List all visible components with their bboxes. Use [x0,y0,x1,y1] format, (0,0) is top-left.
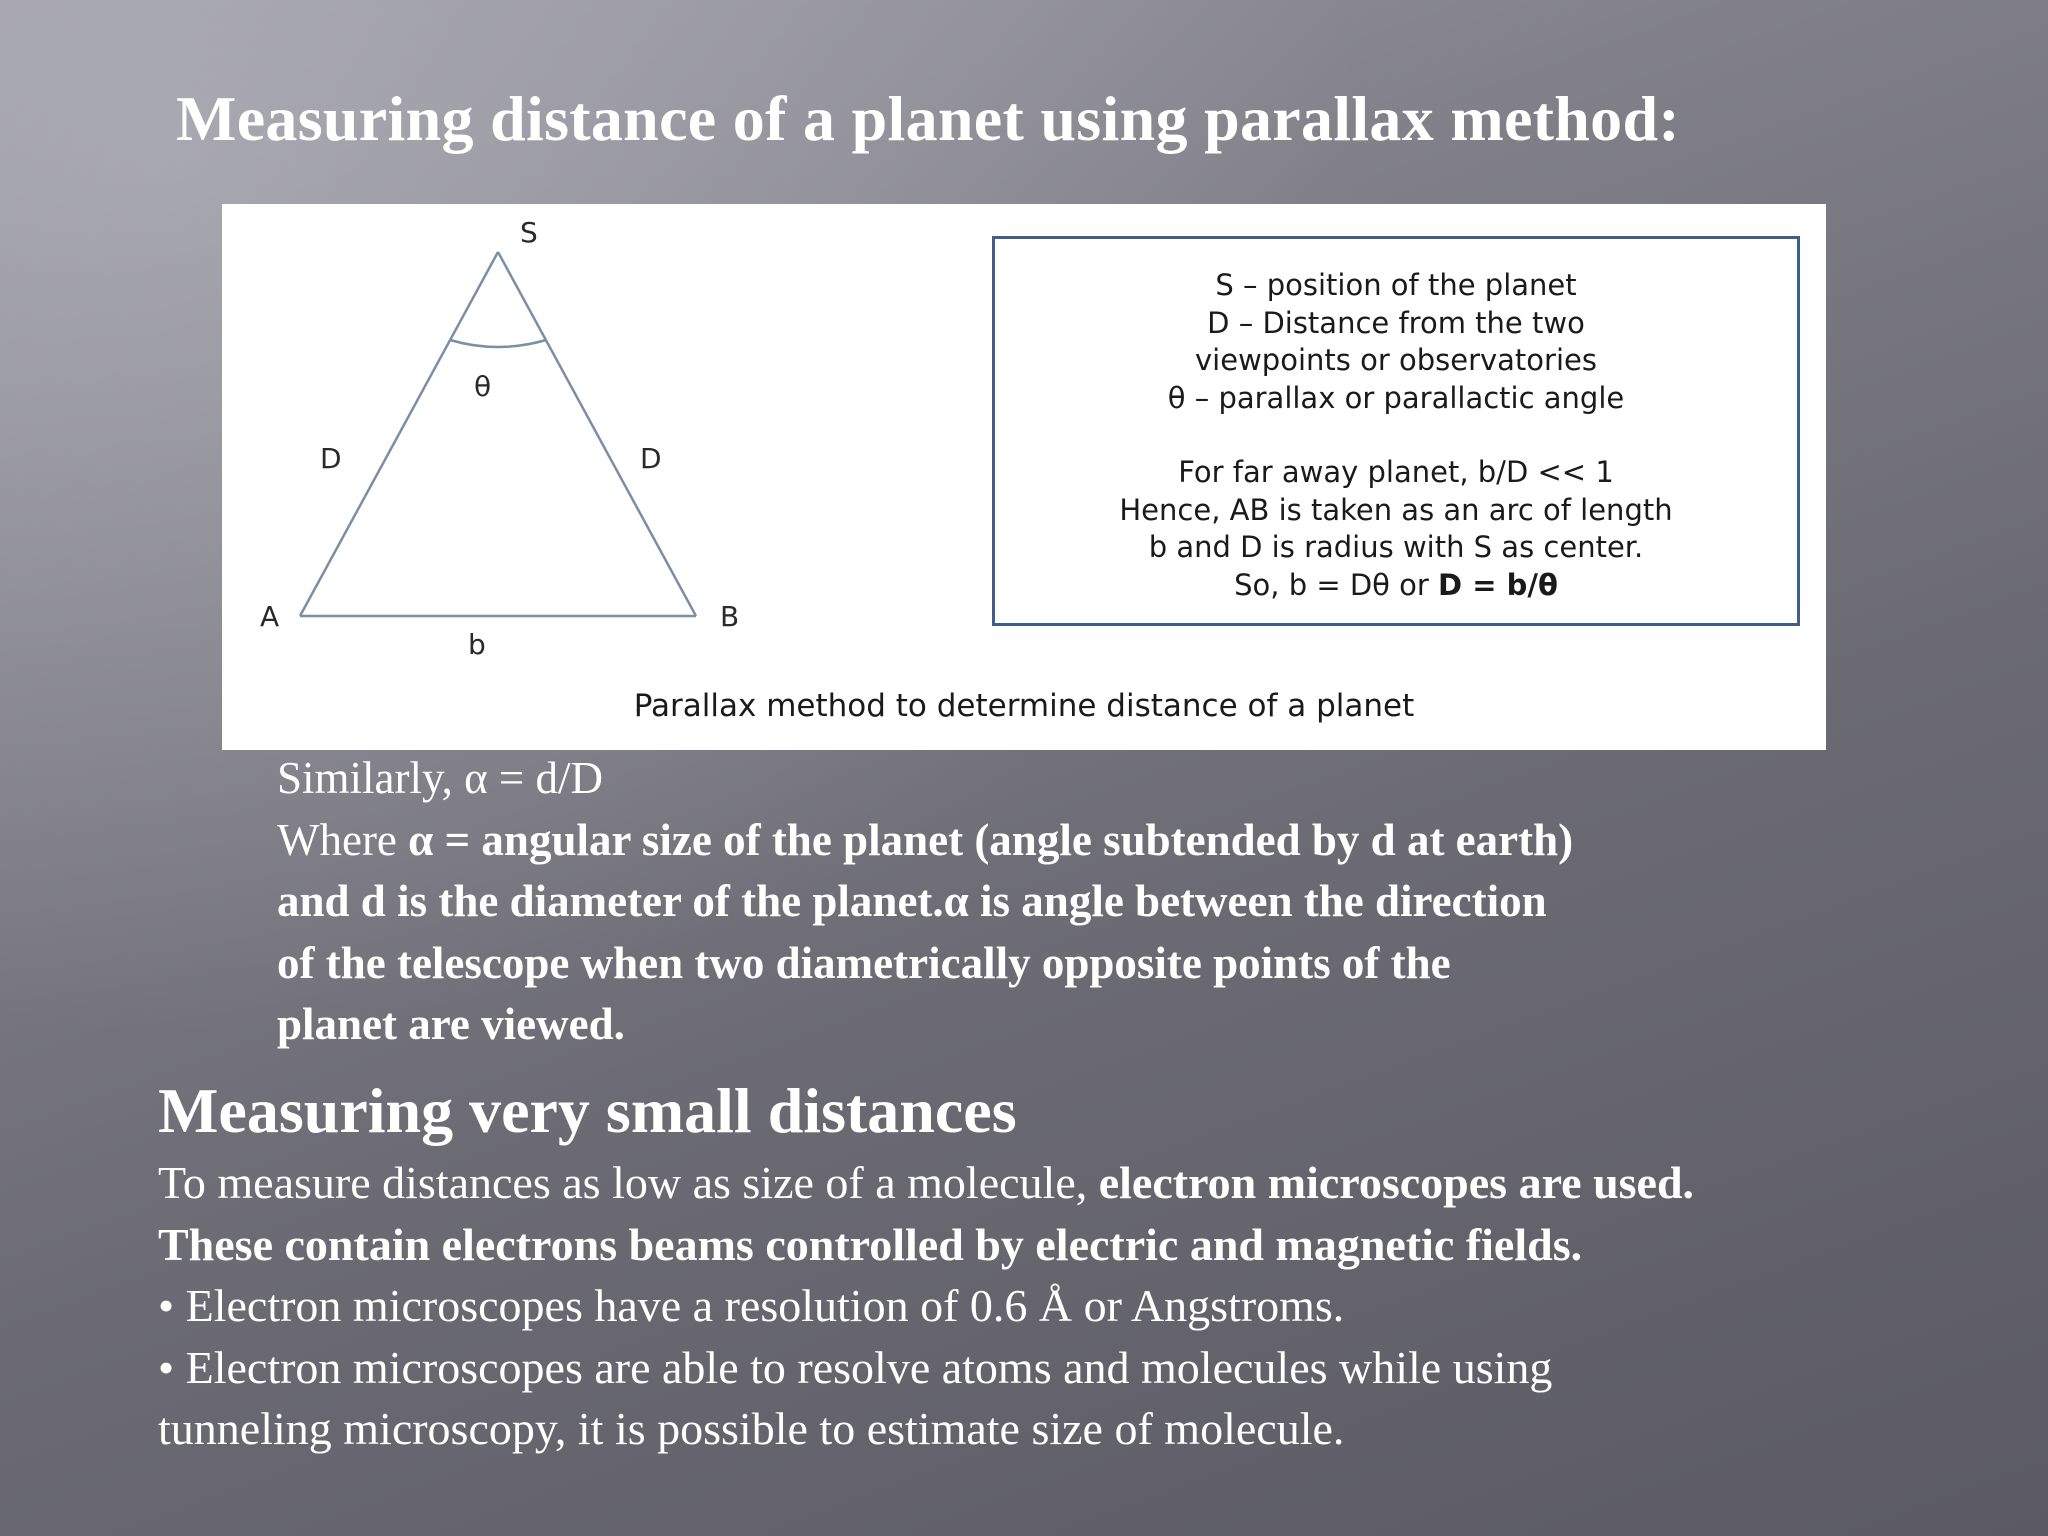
para-prefix: Where [277,814,409,865]
legend-line: θ – parallax or parallactic angle [1167,380,1625,415]
figure-caption: Parallax method to determine distance of a planet [633,688,1415,724]
para-bold: of the telescope when two diametrically opposite points of the [277,937,1451,988]
para-line [277,810,1877,872]
side-sa [300,252,498,616]
legend-line: b and D is radius with S as center. [1148,530,1644,564]
legend-box [992,236,1800,626]
label-a: A [260,600,280,633]
body-bold: electron microscopes are used. [1098,1157,1695,1208]
body-line [158,1214,2038,1276]
para-line [277,871,1877,933]
para-bold: α = angular size of the planet (angle subtended by d at earth) [408,814,1574,865]
angular-size-paragraph [277,748,1877,1056]
side-sb [498,252,696,616]
theta-arc [450,340,546,347]
formula-bold: D = b/θ [1438,567,1558,602]
label-b-point: B [720,600,740,633]
para-bold: planet are viewed. [277,999,625,1049]
parallax-figure [222,204,1826,750]
body-line [158,1152,2038,1214]
label-d-right: D [640,442,662,475]
para-bold: and d is the diameter of the planet.α is angle between the direction [277,876,1547,926]
legend-line-formula [995,567,1797,605]
legend-line: S – position of the planet [1215,268,1577,302]
para-line [277,994,1877,1056]
label-theta: θ [474,370,492,403]
label-d-left: D [320,442,342,475]
small-distances-body [158,1152,2038,1460]
para-line [277,933,1877,995]
body-prefix: To measure distances as low as size of a molecule, [158,1157,1099,1208]
section-heading: Measuring very small distances [158,1075,1017,1146]
legend-line: For far away planet, b/D << 1 [1178,455,1614,489]
slide-title: Measuring distance of a planet using parallax method: [176,83,1680,154]
bullet-item: • Electron microscopes have a resolution of 0.6 Å or Angstroms. [158,1280,1345,1331]
legend-line: Hence, AB is taken as an arc of length [1119,492,1673,527]
label-b-length: b [468,628,486,661]
body-bold: These contain electrons beams controlled by electric and magnetic fields. [158,1218,1583,1270]
legend-line: viewpoints or observatories [1195,343,1597,377]
bullet-item-continuation: tunneling microscopy, it is possible to estimate size of molecule. [158,1403,1345,1454]
para-line: Similarly, α = d/D [277,753,604,803]
bullet-item: • Electron microscopes are able to resolve atoms and molecules while using [158,1341,1553,1393]
label-s: S [520,216,538,249]
formula-prefix: So, b = Dθ or [1234,567,1439,602]
legend-line: D – Distance from the two [1207,305,1585,340]
